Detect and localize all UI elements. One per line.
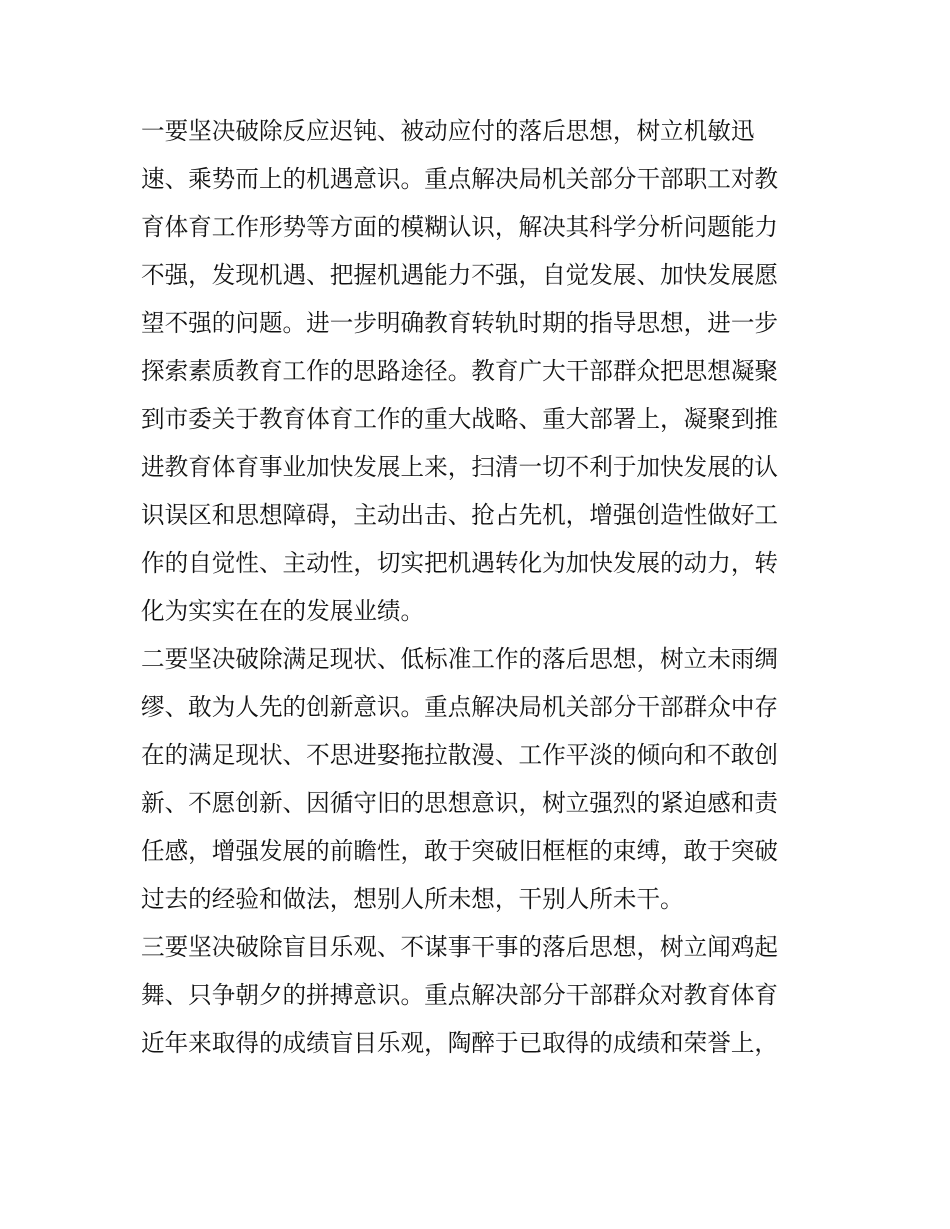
- paragraph-2: [141, 635, 811, 923]
- text-line: 速、乘势而上的机遇意识。重点解决局机关部分干部职工对教: [141, 165, 779, 193]
- paragraph-3: [141, 923, 811, 1067]
- text-line: 三要坚决破除盲目乐观、不谋事干事的落后思想，树立闻鸡起: [141, 933, 779, 961]
- text-line: 育体育工作形势等方面的模糊认识，解决其科学分析问题能力: [141, 213, 779, 241]
- text-line: 在的满足现状、不思进娶拖拉散漫、工作平淡的倾向和不敢创: [141, 741, 779, 769]
- text-line: 进教育体育事业加快发展上来，扫清一切不利于加快发展的认: [141, 453, 779, 481]
- text-line: 新、不愿创新、因循守旧的思想意识，树立强烈的紧迫感和责: [141, 789, 779, 817]
- text-line: 到市委关于教育体育工作的重大战略、重大部署上，凝聚到推: [141, 405, 779, 433]
- text-line: 二要坚决破除满足现状、低标准工作的落后思想，树立未雨绸: [141, 645, 779, 673]
- text-line: 识误区和思想障碍，主动出击、抢占先机，增强创造性做好工: [141, 501, 779, 529]
- text-line: 不强，发现机遇、把握机遇能力不强，自觉发展、加快发展愿: [141, 261, 779, 289]
- text-line: 望不强的问题。进一步明确教育转轨时期的指导思想，进一步: [141, 309, 779, 337]
- text-line: 一要坚决破除反应迟钝、被动应付的落后思想，树立机敏迅: [141, 117, 755, 145]
- text-line: 任感，增强发展的前瞻性，敢于突破旧框框的束缚，敢于突破: [141, 837, 779, 865]
- text-line: 缪、敢为人先的创新意识。重点解决局机关部分干部群众中存: [141, 693, 779, 721]
- document-body: [141, 107, 811, 1067]
- text-line: 舞、只争朝夕的拼搏意识。重点解决部分干部群众对教育体育: [141, 981, 779, 1009]
- paragraph-1: [141, 107, 811, 635]
- text-line: 近年来取得的成绩盲目乐观，陶醉于已取得的成绩和荣誉上，: [141, 1029, 779, 1057]
- text-line: 探索素质教育工作的思路途径。教育广大干部群众把思想凝聚: [141, 357, 779, 385]
- text-line: 过去的经验和做法，想别人所未想，干别人所未干。: [141, 885, 684, 913]
- text-line: 作的自觉性、主动性，切实把机遇转化为加快发展的动力，转: [141, 549, 779, 577]
- text-line: 化为实实在在的发展业绩。: [141, 597, 425, 625]
